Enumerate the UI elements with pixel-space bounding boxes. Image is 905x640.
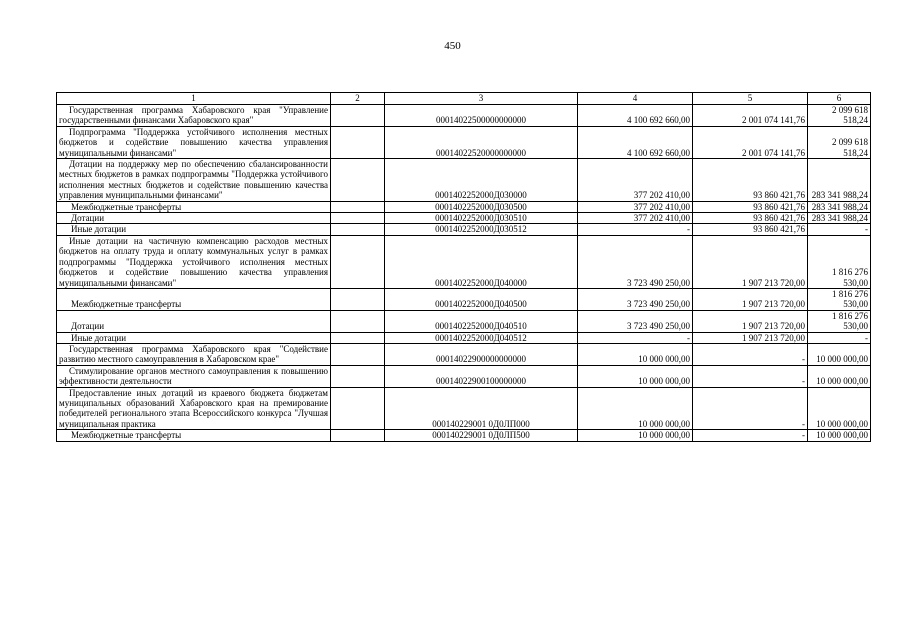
row-name-cell: Иные дотации bbox=[57, 224, 331, 235]
row-col6-cell: 2 099 618 518,24 bbox=[808, 105, 871, 127]
row-name-cell: Стимулирование органов местного самоуправления к повышению эффективности деятельности bbox=[57, 365, 331, 387]
row-code-cell: 0001402252000Д040500 bbox=[385, 288, 578, 310]
row-col5-cell: 93 860 421,76 bbox=[693, 201, 808, 212]
row-code-cell: 0001402252000Д030000 bbox=[385, 159, 578, 202]
row-col6-cell: 1 816 276 530,00 bbox=[808, 288, 871, 310]
row-col2-cell bbox=[331, 343, 385, 365]
row-col4-cell: - bbox=[578, 224, 693, 235]
table-row bbox=[57, 126, 871, 158]
row-col4-cell: 10 000 000,00 bbox=[578, 387, 693, 430]
row-col5-cell: 1 907 213 720,00 bbox=[693, 288, 808, 310]
row-name-cell: Иные дотации bbox=[57, 332, 331, 343]
row-name-cell: Государственная программа Хабаровского края "Управление государственными финансами Хабаровского края" bbox=[57, 105, 331, 127]
column-header-2: 2 bbox=[331, 93, 385, 105]
row-col2-cell bbox=[331, 105, 385, 127]
row-code-cell: 000140229001 0Д0ЛП000 bbox=[385, 387, 578, 430]
row-col6-cell: - bbox=[808, 224, 871, 235]
row-code-cell: 000140229001 0Д0ЛП500 bbox=[385, 430, 578, 441]
table-row bbox=[57, 235, 871, 288]
row-col4-cell: 377 202 410,00 bbox=[578, 201, 693, 212]
row-code-cell: 0001402252000Д030512 bbox=[385, 224, 578, 235]
table-row bbox=[57, 288, 871, 310]
row-name-cell: Предоставление иных дотаций из краевого бюджета бюджетам муниципальных образований Хабаровского края на премирование победителей регионального этапа Всероссийского конкурса "Лучшая муниципальная практика bbox=[57, 387, 331, 430]
table-row bbox=[57, 387, 871, 430]
table-row bbox=[57, 105, 871, 127]
row-code-cell: 0001402252000Д040512 bbox=[385, 332, 578, 343]
row-col6-cell: 10 000 000,00 bbox=[808, 387, 871, 430]
table-row bbox=[57, 310, 871, 332]
row-col2-cell bbox=[331, 224, 385, 235]
row-col2-cell bbox=[331, 201, 385, 212]
row-col2-cell bbox=[331, 310, 385, 332]
row-col4-cell: - bbox=[578, 332, 693, 343]
row-col5-cell: 1 907 213 720,00 bbox=[693, 235, 808, 288]
column-header-6: 6 bbox=[808, 93, 871, 105]
row-name-cell: Межбюджетные трансферты bbox=[57, 288, 331, 310]
table-row bbox=[57, 201, 871, 212]
row-name-cell: Межбюджетные трансферты bbox=[57, 201, 331, 212]
row-col6-cell: 1 816 276 530,00 bbox=[808, 235, 871, 288]
row-col5-cell: 2 001 074 141,76 bbox=[693, 126, 808, 158]
row-col2-cell bbox=[331, 235, 385, 288]
budget-table bbox=[56, 92, 871, 442]
row-col4-cell: 4 100 692 660,00 bbox=[578, 105, 693, 127]
row-col4-cell: 10 000 000,00 bbox=[578, 343, 693, 365]
row-col5-cell: 1 907 213 720,00 bbox=[693, 332, 808, 343]
row-col5-cell: - bbox=[693, 430, 808, 441]
row-code-cell: 00014022900100000000 bbox=[385, 365, 578, 387]
row-col4-cell: 3 723 490 250,00 bbox=[578, 235, 693, 288]
row-col2-cell bbox=[331, 332, 385, 343]
row-code-cell: 0001402252000Д040510 bbox=[385, 310, 578, 332]
row-name-cell: Государственная программа Хабаровского края "Содействие развитию местного самоуправления в Хабаровском крае" bbox=[57, 343, 331, 365]
row-col5-cell: 93 860 421,76 bbox=[693, 224, 808, 235]
row-name-cell: Дотации на поддержку мер по обеспечению сбалансированности местных бюджетов в рамках подпрограммы "Поддержка устойчивого исполнения местных бюджетов и содействие повышению качества управления муниципальными финансами" bbox=[57, 159, 331, 202]
row-code-cell: 0001402252000Д030510 bbox=[385, 213, 578, 224]
row-name-cell: Иные дотации на частичную компенсацию расходов местных бюджетов на оплату труда и оплату коммунальных услуг в рамках подпрограммы "Поддержка устойчивого исполнения местных бюджетов и содействие повышению качества управления муниципальными финансами" bbox=[57, 235, 331, 288]
row-col2-cell bbox=[331, 430, 385, 441]
row-col2-cell bbox=[331, 126, 385, 158]
row-col5-cell: 2 001 074 141,76 bbox=[693, 105, 808, 127]
column-header-3: 3 bbox=[385, 93, 578, 105]
row-col5-cell: 1 907 213 720,00 bbox=[693, 310, 808, 332]
row-col6-cell: - bbox=[808, 332, 871, 343]
table-header-row bbox=[57, 93, 871, 105]
row-col4-cell: 3 723 490 250,00 bbox=[578, 310, 693, 332]
row-col6-cell: 1 816 276 530,00 bbox=[808, 310, 871, 332]
row-col2-cell bbox=[331, 213, 385, 224]
table-row bbox=[57, 224, 871, 235]
row-name-cell: Дотации bbox=[57, 213, 331, 224]
row-col4-cell: 4 100 692 660,00 bbox=[578, 126, 693, 158]
table-row bbox=[57, 343, 871, 365]
row-col4-cell: 377 202 410,00 bbox=[578, 159, 693, 202]
row-code-cell: 00014022900000000000 bbox=[385, 343, 578, 365]
row-col2-cell bbox=[331, 159, 385, 202]
row-code-cell: 00014022520000000000 bbox=[385, 126, 578, 158]
column-header-4: 4 bbox=[578, 93, 693, 105]
row-col6-cell: 10 000 000,00 bbox=[808, 343, 871, 365]
page-number: 450 bbox=[444, 40, 461, 52]
table-row bbox=[57, 159, 871, 202]
row-name-cell: Подпрограмма "Поддержка устойчивого исполнения местных бюджетов и содействие повышению качества управления муниципальными финансами" bbox=[57, 126, 331, 158]
row-col5-cell: - bbox=[693, 343, 808, 365]
row-col6-cell: 283 341 988,24 bbox=[808, 201, 871, 212]
row-col2-cell bbox=[331, 288, 385, 310]
row-col5-cell: - bbox=[693, 387, 808, 430]
row-code-cell: 0001402252000Д030500 bbox=[385, 201, 578, 212]
row-col4-cell: 3 723 490 250,00 bbox=[578, 288, 693, 310]
table-row bbox=[57, 332, 871, 343]
row-col6-cell: 10 000 000,00 bbox=[808, 430, 871, 441]
row-col6-cell: 2 099 618 518,24 bbox=[808, 126, 871, 158]
row-col5-cell: 93 860 421,76 bbox=[693, 213, 808, 224]
row-col2-cell bbox=[331, 387, 385, 430]
row-col4-cell: 10 000 000,00 bbox=[578, 365, 693, 387]
table-row bbox=[57, 365, 871, 387]
row-col6-cell: 283 341 988,24 bbox=[808, 159, 871, 202]
row-col5-cell: 93 860 421,76 bbox=[693, 159, 808, 202]
row-col6-cell: 10 000 000,00 bbox=[808, 365, 871, 387]
column-header-5: 5 bbox=[693, 93, 808, 105]
row-name-cell: Дотации bbox=[57, 310, 331, 332]
row-col4-cell: 377 202 410,00 bbox=[578, 213, 693, 224]
row-col2-cell bbox=[331, 365, 385, 387]
table-body bbox=[57, 105, 871, 442]
row-code-cell: 00014022500000000000 bbox=[385, 105, 578, 127]
row-col6-cell: 283 341 988,24 bbox=[808, 213, 871, 224]
row-name-cell: Межбюджетные трансферты bbox=[57, 430, 331, 441]
row-col4-cell: 10 000 000,00 bbox=[578, 430, 693, 441]
row-code-cell: 0001402252000Д040000 bbox=[385, 235, 578, 288]
column-header-1: 1 bbox=[57, 93, 331, 105]
table-row bbox=[57, 213, 871, 224]
row-col5-cell: - bbox=[693, 365, 808, 387]
table-row bbox=[57, 430, 871, 441]
